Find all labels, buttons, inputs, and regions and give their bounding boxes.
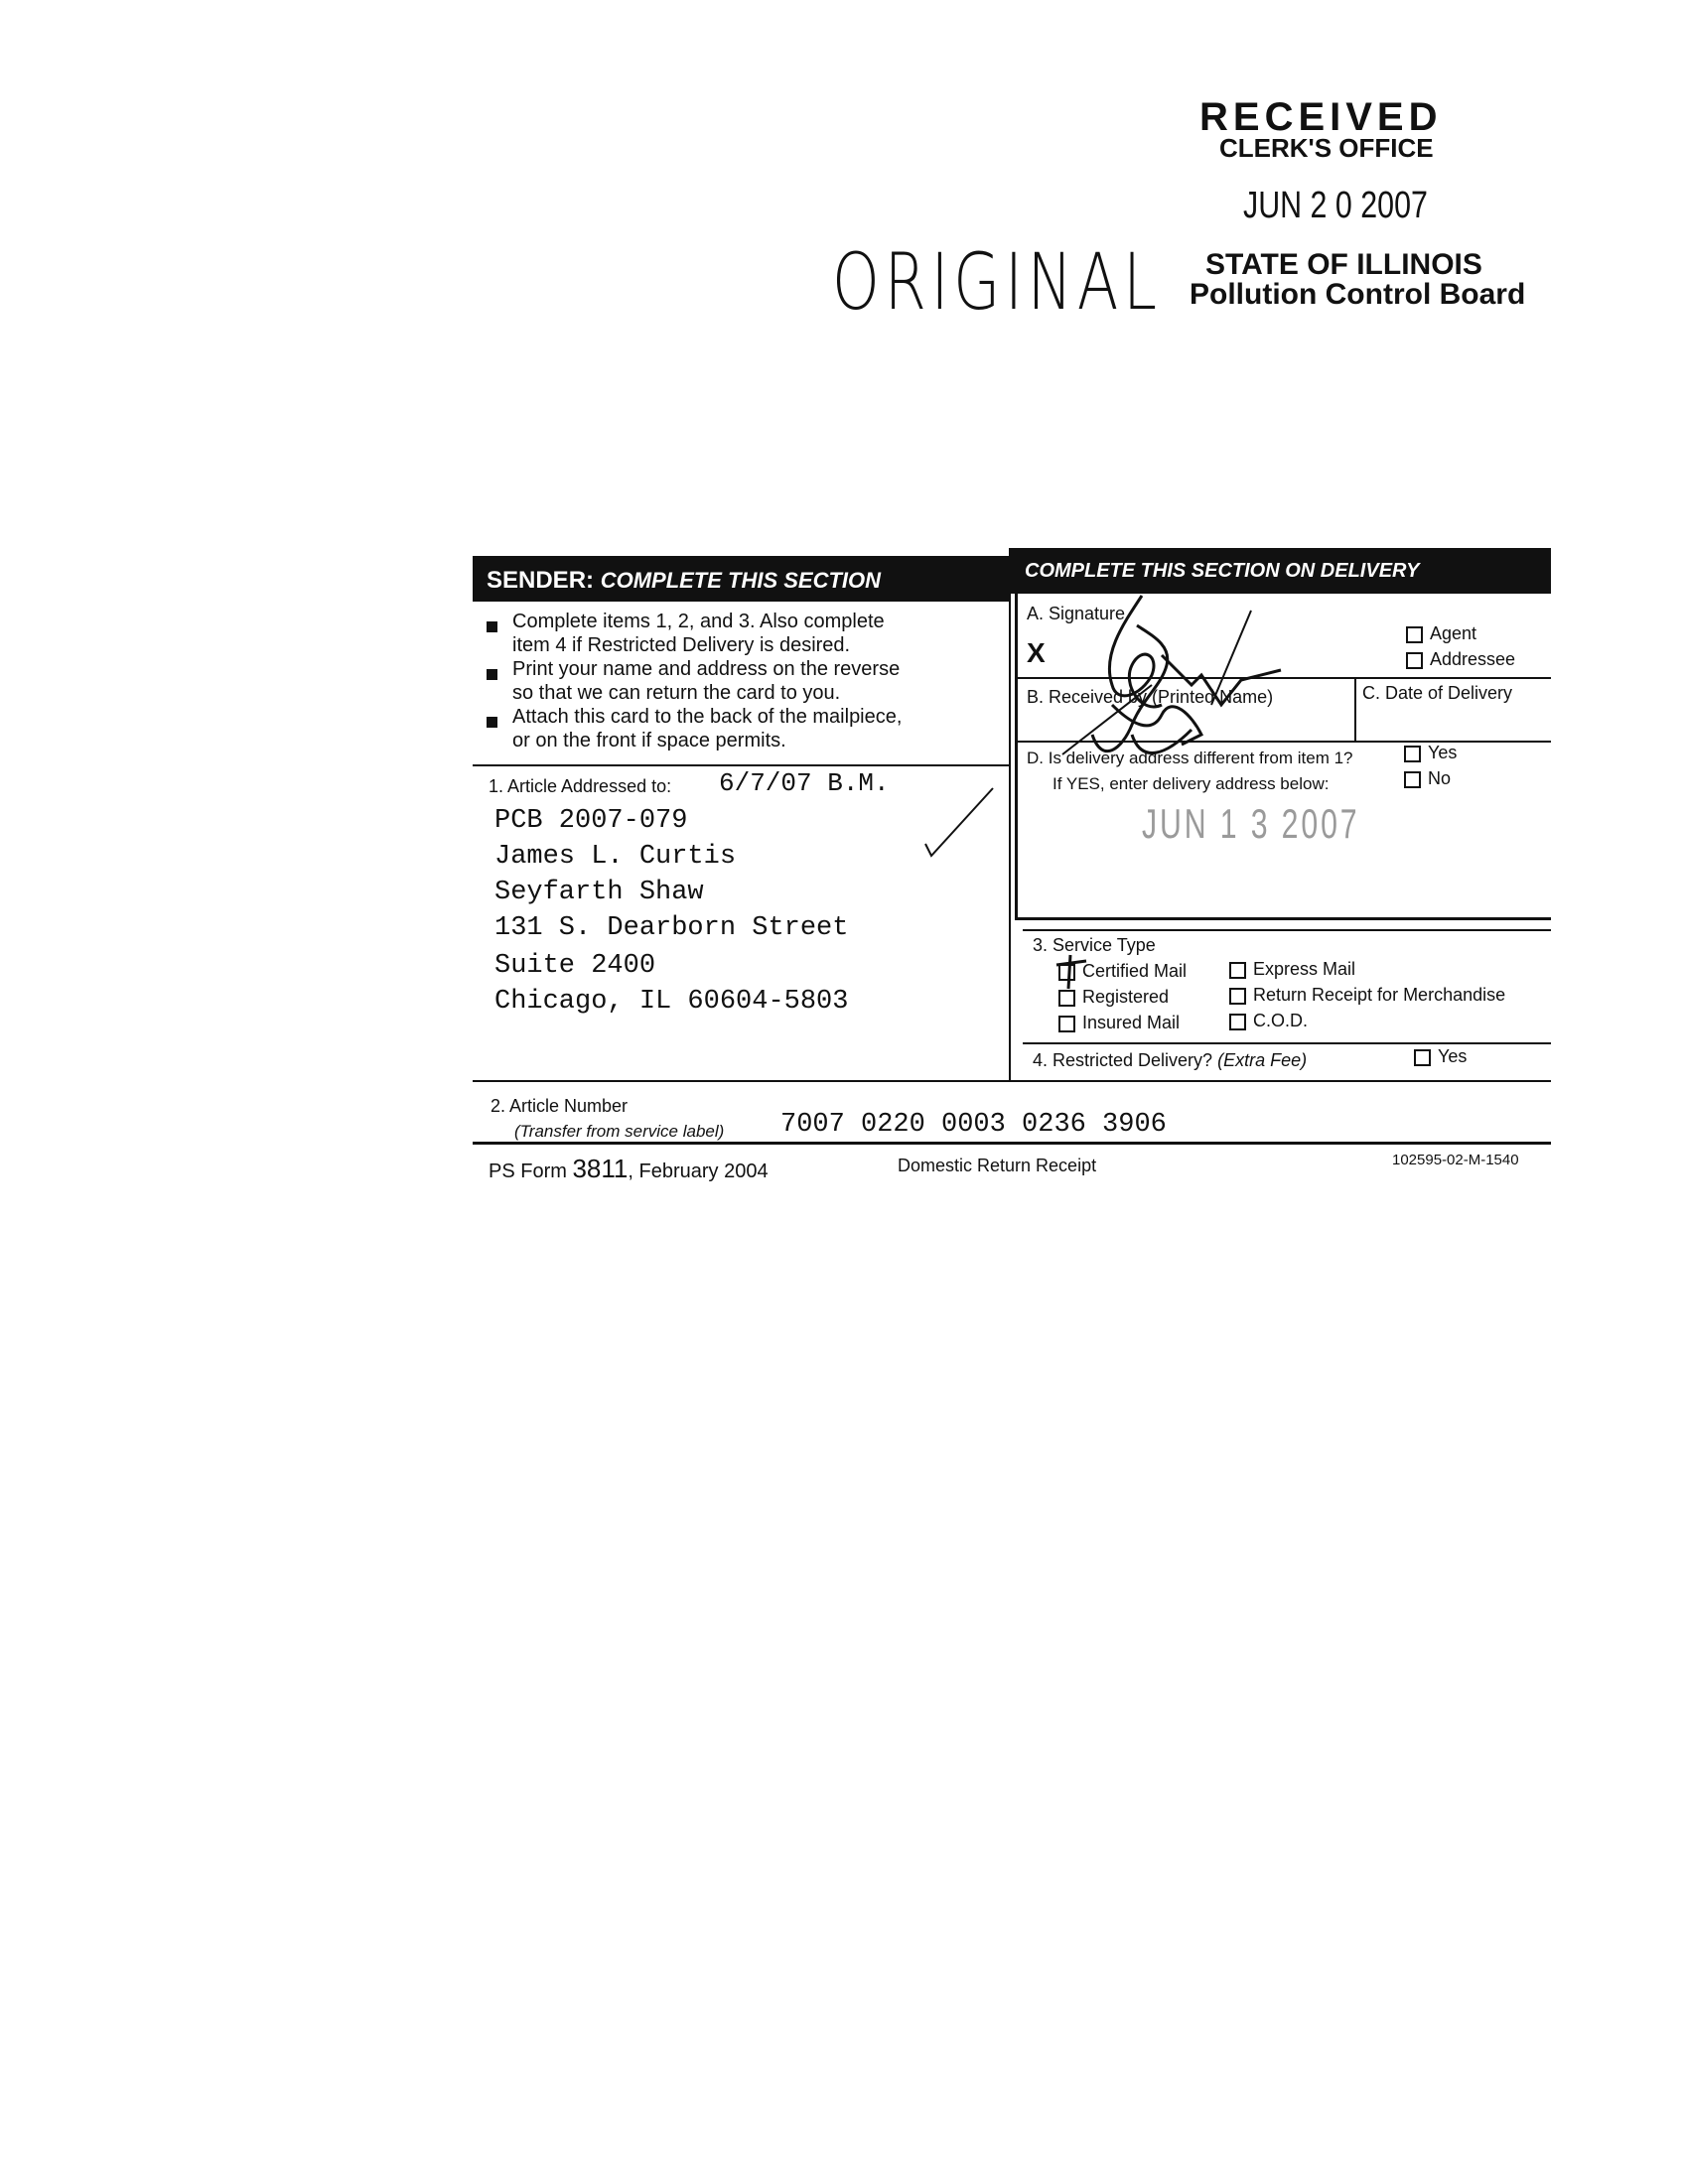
handwritten-signature [993, 586, 1350, 794]
instruction-line: item 4 if Restricted Delivery is desired. [512, 634, 851, 656]
received-stamp-board: Pollution Control Board [1190, 278, 1526, 311]
article-number-label: 2. Article Number [491, 1096, 629, 1116]
address-line: PCB 2007-079 [494, 806, 688, 836]
original-stamp: ORIGINAL [832, 238, 1162, 328]
agent-option: Agent [1406, 623, 1476, 644]
instruction-line: Complete items 1, 2, and 3. Also complete [512, 611, 885, 632]
address-line: Suite 2400 [494, 951, 656, 981]
checkbox-icon [1406, 652, 1423, 669]
checkbox-icon [1404, 771, 1421, 788]
delivery-address-instruction: If YES, enter delivery address below: [1052, 774, 1330, 793]
faint-date-stamp: JUN 1 3 2007 [1142, 800, 1360, 847]
address-line: 131 S. Dearborn Street [494, 913, 849, 943]
form-code: 102595-02-M-1540 [1392, 1152, 1519, 1168]
different-yes-option: Yes [1404, 743, 1457, 763]
received-stamp-office: CLERK'S OFFICE [1219, 133, 1434, 163]
bullet-icon [487, 717, 497, 728]
signature-label: A. Signature [1027, 604, 1126, 623]
checked-mark [1052, 951, 1092, 991]
received-stamp-title: RECEIVED [1199, 95, 1443, 139]
sender-header-italic: COMPLETE THIS SECTION [600, 568, 882, 593]
checkbox-icon [1229, 962, 1246, 979]
delivery-address-question: D. Is delivery address different from item 1? [1027, 749, 1353, 767]
restricted-delivery-label: 4. Restricted Delivery? (Extra Fee) [1033, 1050, 1308, 1070]
delivery-header-text: COMPLETE THIS SECTION ON DELIVERY [1025, 560, 1420, 582]
checkbox-icon [1058, 1016, 1075, 1032]
restricted-yes-option: Yes [1414, 1046, 1467, 1067]
instruction-line: so that we can return the card to you. [512, 682, 841, 704]
insured-mail-option: Insured Mail [1058, 1013, 1180, 1033]
restricted-top-line [1023, 1042, 1551, 1044]
return-receipt-option: Return Receipt for Merchandise [1229, 985, 1505, 1006]
checkbox-icon [1406, 626, 1423, 643]
different-no-option: No [1404, 768, 1451, 789]
address-line: James L. Curtis [494, 842, 737, 872]
date-of-delivery-label: C. Date of Delivery [1362, 683, 1513, 703]
article-note: 6/7/07 B.M. [719, 768, 890, 798]
date-divider [1354, 677, 1356, 741]
footer-line [473, 1142, 1551, 1145]
service-top-line [1023, 929, 1551, 931]
bullet-icon [487, 621, 497, 632]
article-number-value: 7007 0220 0003 0236 3906 [780, 1110, 1167, 1140]
service-type-label: 3. Service Type [1033, 935, 1156, 955]
sender-divider [473, 764, 1009, 766]
address-line: Chicago, IL 60604-5803 [494, 987, 849, 1017]
address-line: Seyfarth Shaw [494, 878, 704, 907]
checkbox-icon [1229, 988, 1246, 1005]
checkbox-icon [1404, 746, 1421, 762]
received-stamp-state: STATE OF ILLINOIS [1205, 248, 1482, 281]
instruction-line: Print your name and address on the reverse [512, 658, 901, 680]
ps-form-label: PS Form 3811, February 2004 [489, 1154, 769, 1183]
sender-header-bold: SENDER: [487, 567, 595, 594]
article-number-sub: (Transfer from service label) [514, 1122, 725, 1141]
addressee-option: Addressee [1406, 649, 1515, 670]
check-mark [913, 784, 1003, 864]
instruction-line: or on the front if space permits. [512, 730, 786, 751]
received-by-label: B. Received by (Printed Name) [1027, 687, 1274, 707]
registered-option: Registered [1058, 987, 1169, 1008]
express-mail-option: Express Mail [1229, 959, 1355, 980]
checkbox-icon [1414, 1049, 1431, 1066]
sender-section-header [473, 556, 1009, 602]
checkbox-icon [1229, 1014, 1246, 1030]
received-stamp-date: JUN 2 0 2007 [1243, 185, 1428, 226]
article-addressed-label: 1. Article Addressed to: [489, 776, 672, 796]
signature-x: X [1027, 637, 1046, 668]
bullet-icon [487, 669, 497, 680]
checkbox-icon [1058, 990, 1075, 1007]
cod-option: C.O.D. [1229, 1011, 1308, 1031]
instruction-line: Attach this card to the back of the mailpiece, [512, 706, 903, 728]
form-title: Domestic Return Receipt [898, 1156, 1097, 1175]
delivery-box-bottom [1015, 917, 1551, 920]
article-number-top-line [473, 1080, 1551, 1082]
certified-mail-option: Certified Mail [1058, 961, 1187, 982]
